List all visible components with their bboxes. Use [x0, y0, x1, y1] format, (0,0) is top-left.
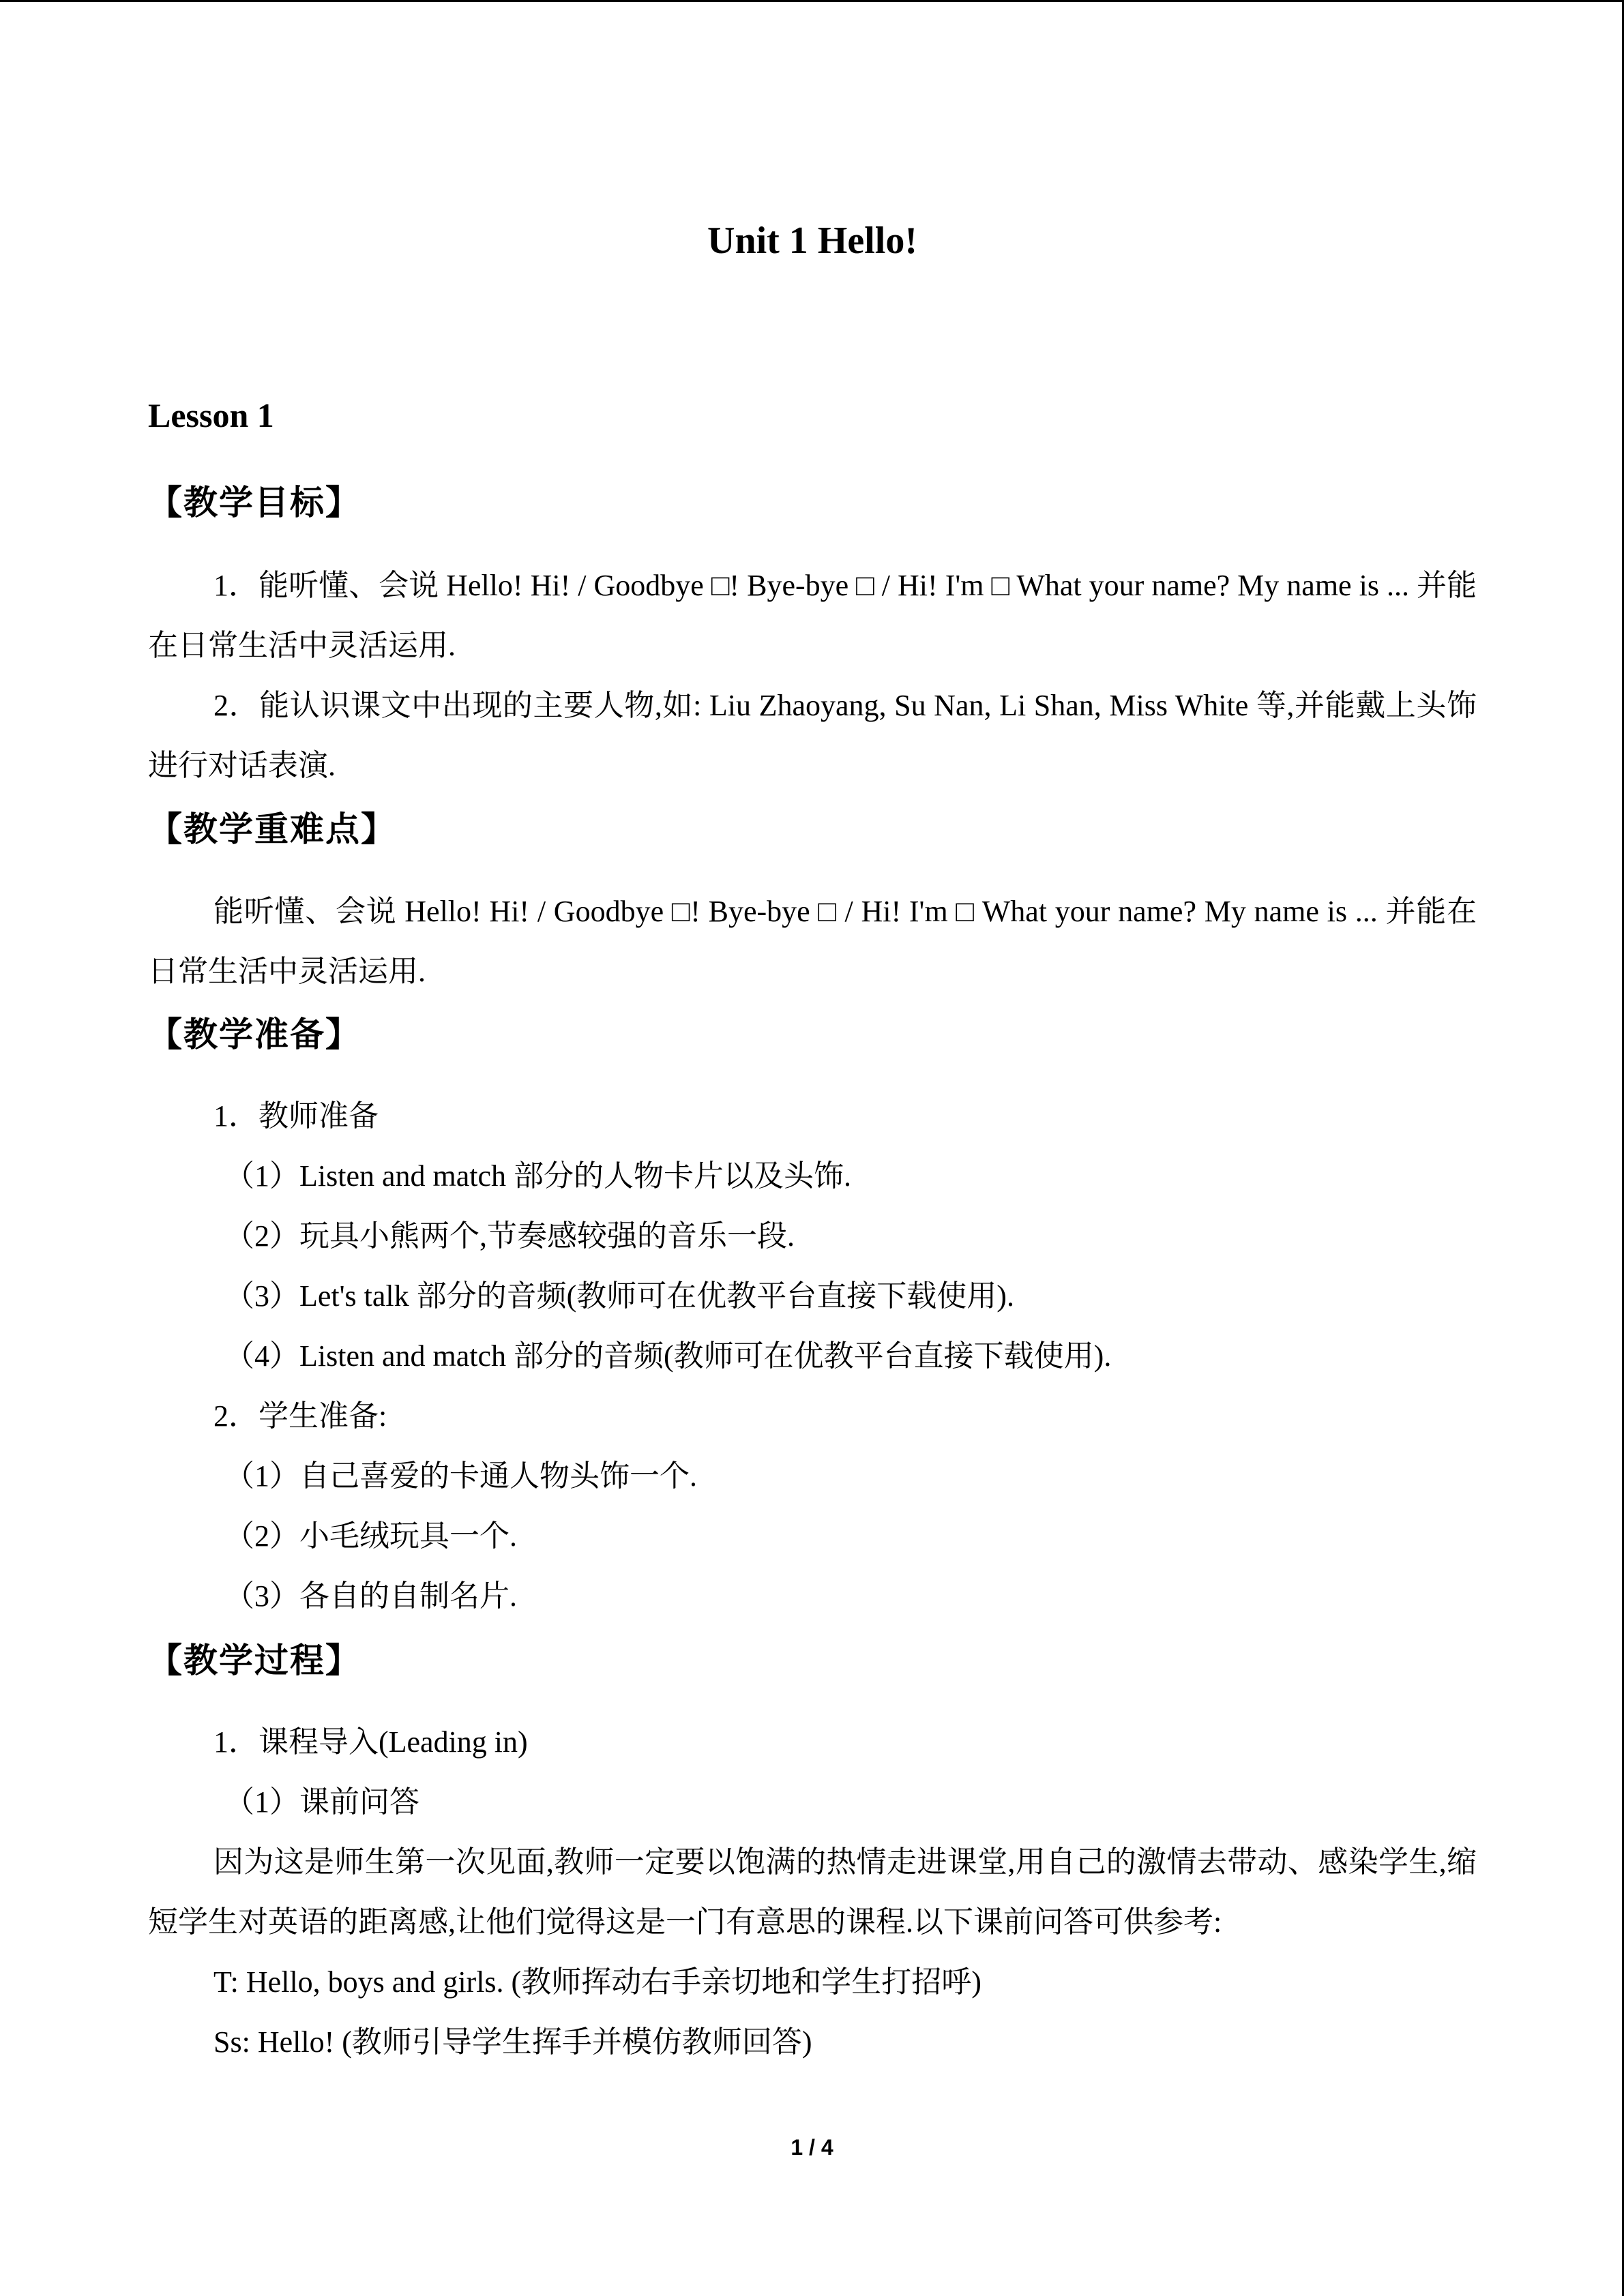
student-prep-title: 2．学生准备: [213, 1399, 387, 1433]
process-paragraph: 因为这是师生第一次见面,教师一定要以饱满的热情走进课堂,用自己的激情去带动、感染学生,缩短学生对英语的距离感,让他们觉得这是一门有意思的课程.以下课前问答可供参考: [148, 1845, 1477, 1939]
process-step-title: 1．课程导入(Leading in) [213, 1725, 528, 1759]
dialogue-line-1: T: Hello, boys and girls. (教师挥动右手亲切地和学生打招呼) [213, 1965, 981, 1999]
objective-item-1: 1．能听懂、会说 Hello! Hi! / Goodbye □! Bye-bye □ / Hi! I'm □ What your name? My name is ... 并能在日常生活中灵活运用. [148, 569, 1477, 662]
student-prep-item-3: （3）各自的自制名片. [224, 1579, 517, 1613]
dialogue-line-2: Ss: Hello! (教师引导学生挥手并模仿教师回答) [213, 2025, 812, 2059]
section-heading-preparation: 【教学准备】 [148, 1015, 361, 1054]
teacher-prep-item-2: （2）玩具小熊两个,节奏感较强的音乐一段. [224, 1219, 795, 1253]
section-heading-key-points: 【教学重难点】 [148, 809, 396, 849]
teacher-prep-item-4: （4）Listen and match 部分的音频(教师可在优教平台直接下载使用). [224, 1339, 1112, 1373]
lesson-heading: Lesson 1 [148, 396, 274, 434]
document-title: Unit 1 Hello! [707, 220, 917, 262]
process-sub-title: （1）课前问答 [224, 1785, 419, 1819]
section-heading-process: 【教学过程】 [148, 1641, 361, 1680]
teacher-prep-item-3: （3）Let's talk 部分的音频(教师可在优教平台直接下载使用). [224, 1279, 1014, 1313]
teacher-prep-item-1: （1）Listen and match 部分的人物卡片以及头饰. [224, 1159, 852, 1193]
section-heading-objectives: 【教学目标】 [148, 483, 361, 522]
student-prep-item-2: （2）小毛绒玩具一个. [224, 1519, 517, 1553]
objective-item-2: 2．能认识课文中出现的主要人物,如: Liu Zhaoyang, Su Nan, Li Shan, Miss White 等,并能戴上头饰进行对话表演. [148, 689, 1477, 782]
page-number: 1 / 4 [791, 2135, 833, 2160]
student-prep-item-1: （1）自己喜爱的卡通人物头饰一个. [224, 1459, 697, 1493]
teacher-prep-title: 1．教师准备 [213, 1099, 379, 1133]
key-points-text: 能听懂、会说 Hello! Hi! / Goodbye □! Bye-bye □ / Hi! I'm □ What your name? My name is ... 并能在日常生活中灵活运用. [148, 895, 1477, 988]
